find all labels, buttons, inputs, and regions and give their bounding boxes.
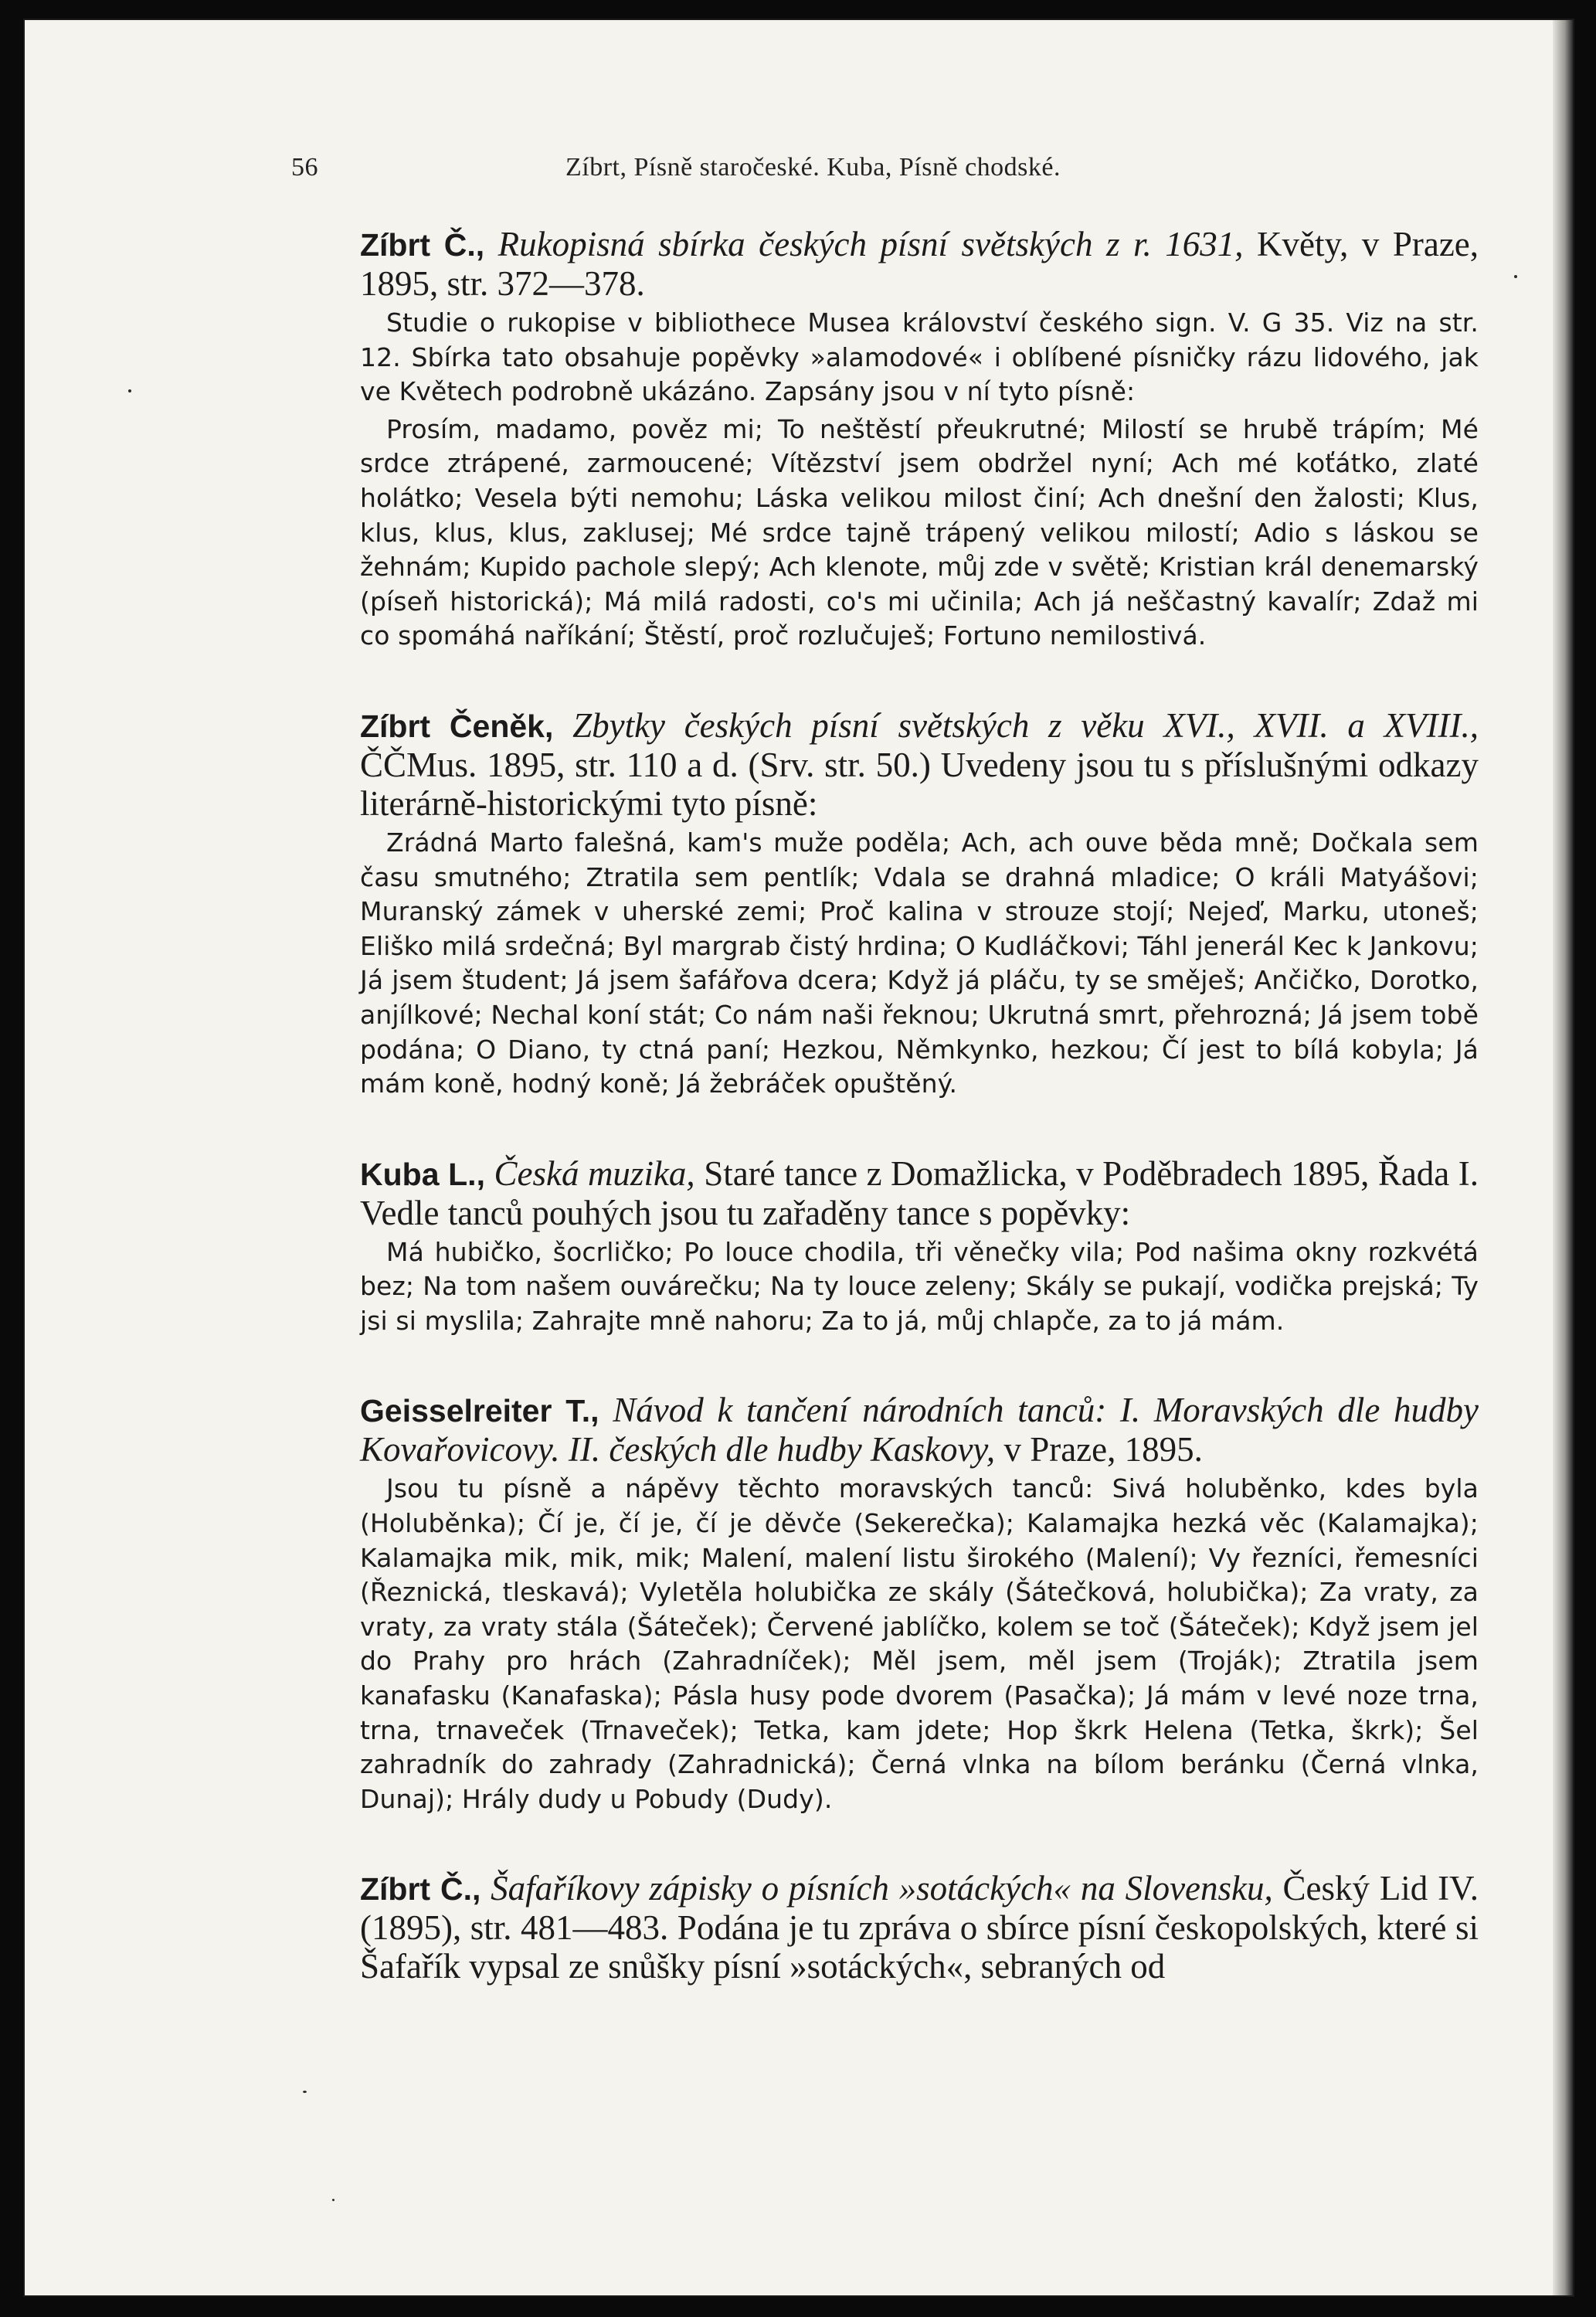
entry-heading xyxy=(360,1869,1479,1986)
entry-heading xyxy=(360,225,1479,303)
bibliography-entry xyxy=(360,1154,1479,1339)
scan-speck xyxy=(332,2199,334,2201)
entry-author: Zíbrt Čeněk, xyxy=(360,708,554,744)
bibliography-entry xyxy=(360,1869,1479,1986)
entry-song-list: Jsou tu písně a nápěvy těchto moravských tanců: Sivá holuběnko, kdes byla (Holuběnka); Čí je, čí je, čí je děvče (Sekerečka); Kalamajka hezká věc (Kalamajka); Kalamajka mik, mik, mik; Malení, malení listu širokého (Malení); Vy řezníci, řemesníci (Řeznická, tleskavá); Vyletěla holubička ze skály (Šátečková, holubička); Za vraty, za vraty, za vraty stála (Šáteček); Červené jablíčko, kolem se toč (Šáteček); Když jsem jel do Prahy pro hrách (Zahradníček); Měl jsem, měl jsem (Troják); Ztratila jsem kanafasku (Kanafaska); Pásla husy pode dvorem (Pasačka); Já mám v levé noze trna, trna, trnaveček (Trnaveček); Tetka, kam jdete; Hop škrk Helena (Tetka, škrk); Šel zahradník do zahrady (Zahradnická); Černá vlnka na bílom beránku (Černá vlnka, Dunaj); Hrály dudy u Pobudy (Dudy). xyxy=(360,1473,1479,1814)
entry-heading xyxy=(360,706,1479,823)
entry-publication: ČČMus. 1895, str. 110 a d. (Srv. str. 50.) Uvedeny jsou tu s příslušnými odkazy literárně-historickými tyto písně: xyxy=(360,745,1479,823)
scan-speck xyxy=(303,2091,307,2093)
bibliography-entry xyxy=(360,1391,1479,1816)
entry-author: Geisselreiter T., xyxy=(360,1393,599,1429)
entry-title: Česká muzika, xyxy=(494,1153,695,1193)
entry-title: Návod k tančení národních tanců: I. Moravských dle hudby Kovařovicovy. II. českých dle hudby Kaskovy, xyxy=(360,1391,1479,1469)
entry-author: Kuba L., xyxy=(360,1156,485,1192)
entry-heading xyxy=(360,1154,1479,1232)
entry-intro: Studie o rukopise v bibliothece Musea království českého sign. V. G 35. Viz na str. 12. Sbírka tato obsahuje popěvky »alamodové« i oblíbené písničky rázu lidového, jak ve Květech podrobně ukázáno. Zapsány jsou v ní tyto písně: xyxy=(360,307,1479,407)
entry-song-list: Prosím, madamo, pověz mi; To neštěstí přeukrutné; Milostí se hrubě trápím; Mé srdce ztrápené, zarmoucené; Vítězství jsem obdržel nyní; Ach mé koťátko, zlaté holátko; Vesela býti nemohu; Láska velikou milost činí; Ach dnešní den žalosti; Klus, klus, klus, klus, zaklusej; Mé srdce tajně trápený velikou milostí; Adio s láskou se žehnám; Kupido pachole slepý; Ach klenote, můj zde v světě; Kristian král denemarský (píseň historická); Má milá radosti, co's mi učinila; Ach já neščastný kavalír; Zdaž mi co spomáhá naříkání; Štěstí, proč rozlučuješ; Fortuno nemilostivá. xyxy=(360,413,1479,651)
scan-speck xyxy=(128,389,131,392)
entry-publication: v Praze, 1895. xyxy=(1003,1430,1203,1469)
running-title: Zíbrt, Písně staročeské. Kuba, Písně chodské. xyxy=(565,153,1061,182)
entry-author: Zíbrt Č., xyxy=(360,1871,481,1908)
entry-title: Zbytky českých písní světských z věku XVI., XVII. a XVIII., xyxy=(572,705,1479,745)
book-page xyxy=(25,20,1573,2295)
bibliography-content xyxy=(360,225,1479,1986)
entry-publication: Český Lid IV. (1895), str. 481—483. Podána je tu zpráva o sbírce písní českopolských, které si Šafařík vypsal ze snůšky písní »sotáckých«, sebraných od xyxy=(360,1869,1479,1986)
page-number: 56 xyxy=(291,153,318,182)
entry-author: Zíbrt Č., xyxy=(360,227,485,263)
entry-title: Rukopisná sbírka českých písní světských z r. 1631, xyxy=(497,225,1244,263)
bibliography-entry xyxy=(360,225,1479,654)
bibliography-entry xyxy=(360,706,1479,1102)
entry-title: Šafaříkovy zápisky o písních »sotáckých« na Slovensku, xyxy=(491,1869,1273,1908)
scan-speck xyxy=(1514,275,1517,278)
entry-song-list: Zrádná Marto falešná, kam's muže poděla; Ach, ach ouve běda mně; Dočkala sem času smutného; Ztratila sem pentlík; Vdala se drahná mladice; O králi Matyášovi; Muranský zámek v uherské zemi; Proč kalina v strouze stojí; Nejeď, Marku, utoneš; Eliško milá srdečná; Byl margrab čistý hrdina; O Kudláčkovi; Táhl jenerál Kec k Jankovu; Já jsem študent; Já jsem šafářova dcera; Když já pláču, ty se směješ; Ančičko, Dorotko, anjílkové; Nechal koní stát; Co nám naši řeknou; Ukrutná smrt, přehrozná; Já jsem tobě podána; O Diano, ty ctná paní; Hezkou, Němkynko, hezkou; Čí jest to bílá kobyla; Já mám koně, hodný koně; Já žebráček opuštěný. xyxy=(360,827,1479,1099)
running-head xyxy=(291,145,1473,192)
entry-song-list: Má hubičko, šocrličko; Po louce chodila, tři věnečky vila; Pod našima okny rozkvétá bez; Na tom našem ouvárečku; Na ty louce zeleny; Skály se pukají, vodička prejská; Ty jsi si myslila; Zahrajte mně nahoru; Za to já, můj chlapče, za to já mám. xyxy=(360,1236,1479,1336)
entry-heading xyxy=(360,1391,1479,1469)
page-spine-shadow xyxy=(1553,20,1573,2295)
entry-publication: Květy, v Praze, 1895, str. 372—378. xyxy=(360,225,1479,303)
entry-publication: Staré tance z Domažlicka, v Poděbradech 1895, Řada I. Vedle tanců pouhých jsou tu zařaděny tance s popěvky: xyxy=(360,1153,1479,1232)
